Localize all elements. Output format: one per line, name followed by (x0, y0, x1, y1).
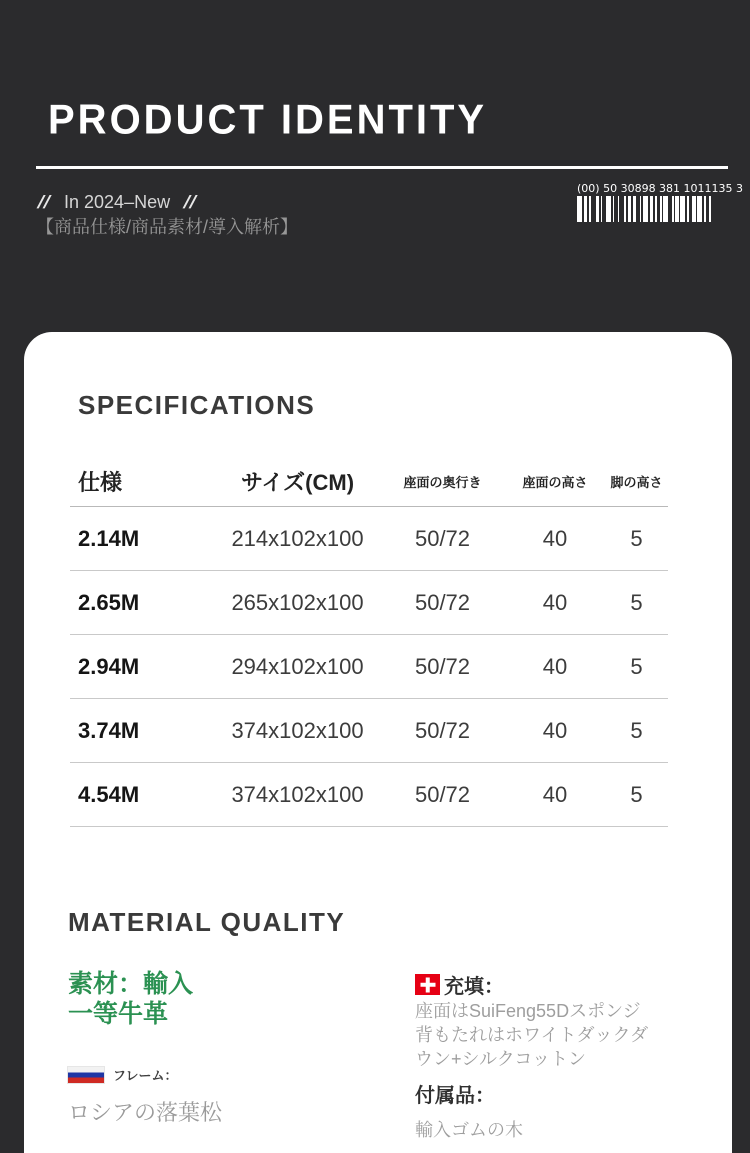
specifications-heading: SPECIFICATIONS (78, 390, 316, 420)
table-cell: 50/72 (414, 653, 471, 679)
frame-value: ロシアの落葉松 (68, 1100, 223, 1125)
accessories-label: 付属品： (415, 1085, 495, 1108)
header (0, 0, 750, 332)
table-cell: 40 (542, 717, 568, 743)
table-row (70, 571, 668, 635)
table-cell: 265x102x100 (231, 589, 364, 615)
table-cell: 5 (630, 781, 643, 807)
column-header: 座面の高さ (522, 475, 588, 490)
switzerland-flag-icon (415, 974, 440, 995)
table-cell: 50/72 (414, 781, 471, 807)
table-cell: 294x102x100 (231, 653, 364, 679)
table-cell: 40 (542, 653, 568, 679)
tagline-text: In 2024–New (64, 192, 171, 212)
table-row (70, 507, 668, 571)
barcode-bars (577, 196, 716, 222)
column-header: 座面の奥行き (403, 475, 482, 490)
table-cell: 3.74M (78, 717, 140, 743)
table-cell: 2.65M (78, 589, 140, 615)
spec-table (70, 457, 668, 827)
table-cell: 5 (630, 717, 643, 743)
table-cell: 50/72 (414, 717, 471, 743)
table-row (70, 635, 668, 699)
table-row (70, 699, 668, 763)
accessories-value: 輸入ゴムの木 (415, 1120, 523, 1141)
material-left-column (68, 970, 408, 1142)
table-cell: 5 (630, 653, 643, 679)
double-slash-icon: // (36, 192, 52, 212)
table-row (70, 763, 668, 827)
title-divider (36, 166, 728, 169)
tagline (38, 192, 196, 213)
table-cell: 4.54M (78, 781, 140, 807)
material-heading: MATERIAL QUALITY (68, 907, 346, 937)
frame-label: フレーム： (113, 1068, 178, 1083)
table-cell: 5 (630, 525, 643, 551)
subtitle: 【商品仕様/商品素材/導入解析】 (36, 217, 299, 237)
filling-label: 充填： (444, 976, 504, 998)
filling-line: 座面はSuiFeng55Dスポンジ (415, 1001, 641, 1021)
filling-line: 背もたれはホワイトダックダ (415, 1024, 649, 1045)
table-cell: 374x102x100 (231, 781, 364, 807)
leather-line: 素材：輸入 (68, 970, 194, 998)
frame-block (68, 1065, 408, 1127)
material-right-column (415, 970, 732, 1142)
material-section (24, 970, 732, 1142)
leather-text (68, 970, 408, 1029)
table-header-row (70, 457, 668, 507)
leather-line: 一等牛革 (68, 999, 169, 1028)
spec-table-body (70, 507, 668, 827)
table-cell: 5 (630, 589, 643, 615)
page-title: PRODUCT IDENTITY (48, 96, 488, 144)
table-cell: 40 (542, 525, 568, 551)
russia-flag-icon (68, 1067, 104, 1083)
table-cell: 214x102x100 (231, 525, 364, 551)
frame-label-row (68, 1065, 408, 1084)
filling-line: ウン+シルクコットン (415, 1048, 586, 1069)
table-cell: 50/72 (414, 589, 471, 615)
product-card (24, 332, 732, 1153)
filling-label-row (415, 970, 712, 999)
table-cell: 374x102x100 (231, 717, 364, 743)
barcode (577, 182, 744, 222)
column-header: 仕様 (78, 470, 123, 495)
table-cell: 2.14M (78, 525, 140, 551)
barcode-label: (00) 50 30898 381 1011135 3 (577, 182, 744, 195)
column-header: サイズ(CM) (240, 470, 355, 495)
table-cell: 2.94M (78, 653, 140, 679)
table-cell: 40 (542, 781, 568, 807)
column-header: 脚の高さ (610, 475, 663, 490)
table-cell: 40 (542, 589, 568, 615)
table-cell: 50/72 (414, 525, 471, 551)
double-slash-icon: // (182, 192, 198, 212)
filling-description (415, 1000, 712, 1071)
